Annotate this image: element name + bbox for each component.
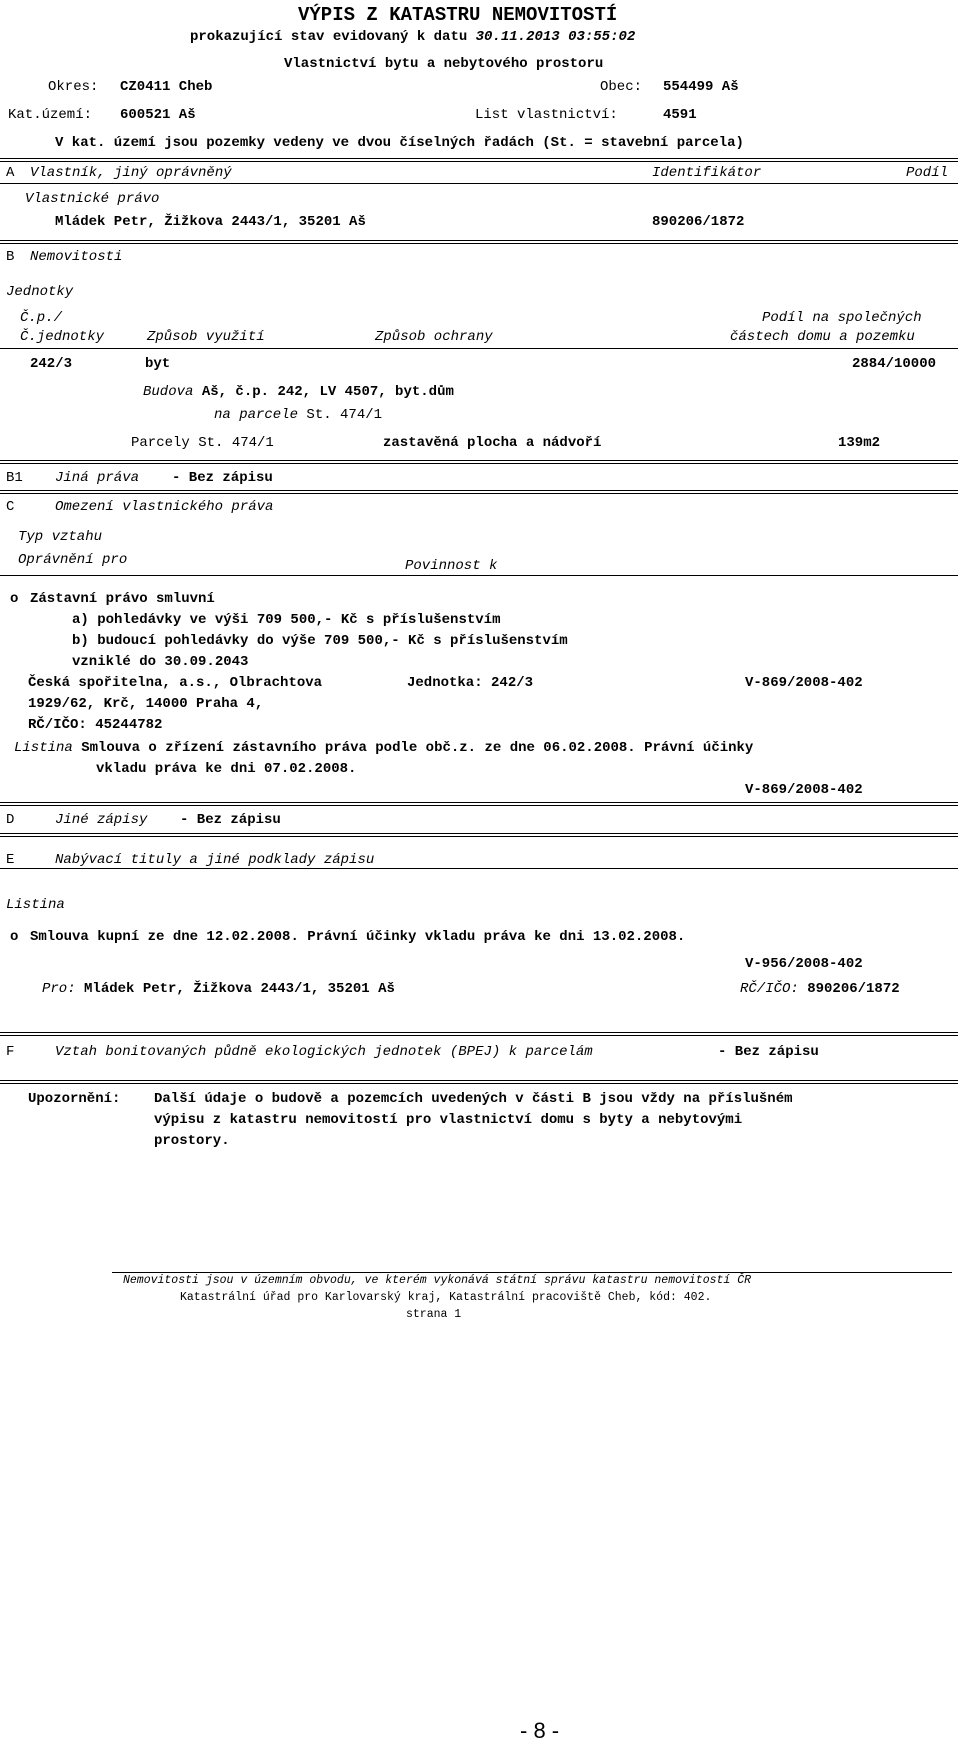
pro-row xyxy=(42,982,395,996)
na-parcele-value: St. 474/1 xyxy=(306,407,383,423)
notice-label: Upozornění: xyxy=(28,1091,121,1107)
typ-vztahu-label: Typ vztahu xyxy=(18,529,103,545)
jednotky-label: Jednotky xyxy=(6,284,74,300)
col-identifikator: Identifikátor xyxy=(652,165,762,181)
lien-jednotka: Jednotka: 242/3 xyxy=(407,675,534,691)
owner-name: Mládek Petr, Žižkova 2443/1, 35201 Aš xyxy=(55,214,366,230)
listina-ref: V-869/2008-402 xyxy=(745,782,863,798)
col-podil-2: částech domu a pozemku xyxy=(730,329,915,345)
lv-label: List vlastnictví: xyxy=(475,107,618,123)
document-title: VÝPIS Z KATASTRU NEMOVITOSTÍ xyxy=(298,4,618,26)
listina-row xyxy=(14,741,753,755)
section-e-letter: E xyxy=(6,852,15,868)
col-podil: Podíl xyxy=(906,165,949,181)
divider xyxy=(0,802,958,806)
divider xyxy=(0,833,958,837)
lien-title: Zástavní právo smluvní xyxy=(30,591,215,607)
purchase-ref: V-956/2008-402 xyxy=(745,956,863,972)
col-zpusob-ochrany: Způsob ochrany xyxy=(375,329,493,345)
okres-value: CZ0411 Cheb xyxy=(120,79,213,95)
parcely-value: St. 474/1 xyxy=(198,435,274,451)
parcel-area: 139m2 xyxy=(838,435,881,451)
section-f-letter: F xyxy=(6,1044,15,1060)
col-podil-1: Podíl na společných xyxy=(762,310,922,326)
lien-item-b: b) budoucí pohledávky do výše 709 500,- Kč s příslušenstvím xyxy=(72,633,568,649)
notice-line-2: výpisu z katastru nemovitostí pro vlastnictví domu s byty a nebytovými xyxy=(154,1112,743,1128)
section-e-listina-label: Listina xyxy=(6,897,65,913)
footer-line-2: Katastrální úřad pro Karlovarský kraj, Katastrální pracoviště Cheb, kód: 402. xyxy=(180,1291,712,1304)
section-b1-letter: B1 xyxy=(6,470,23,486)
katuzemi-label: Kat.území: xyxy=(8,107,93,123)
section-c-heading: Omezení vlastnického práva xyxy=(55,499,274,515)
budova-value: Aš, č.p. 242, LV 4507, byt.dům xyxy=(201,384,454,400)
section-b1-value: - Bez zápisu xyxy=(172,470,273,486)
section-d-value: - Bez zápisu xyxy=(180,812,281,828)
col-zpusob-vyuziti: Způsob využití xyxy=(147,329,265,345)
section-a-subheading: Vlastnické právo xyxy=(25,191,160,207)
pro-value: Mládek Petr, Žižkova 2443/1, 35201 Aš xyxy=(84,981,395,997)
divider xyxy=(0,240,958,244)
divider xyxy=(0,158,958,162)
obec-value: 554499 Aš xyxy=(663,79,739,95)
owner-id: 890206/1872 xyxy=(652,214,745,230)
listina-text-cont: vkladu práva ke dni 07.02.2008. xyxy=(96,761,357,777)
section-b1-heading: Jiná práva xyxy=(55,470,140,486)
creditor-ico: RČ/IČO: 45244782 xyxy=(28,717,163,733)
section-a-letter: A xyxy=(6,165,15,181)
section-e-heading: Nabývací tituly a jiné podklady zápisu xyxy=(55,852,375,868)
purchase-contract: Smlouva kupní ze dne 12.02.2008. Právní účinky vkladu práva ke dni 13.02.2008. xyxy=(30,929,686,945)
divider xyxy=(0,868,958,869)
rc-row xyxy=(740,982,900,996)
unit-use: byt xyxy=(145,356,171,372)
footer-line-3: strana 1 xyxy=(406,1308,462,1321)
parcely-label: Parcely xyxy=(131,435,190,451)
subtitle xyxy=(190,30,635,44)
creditor-address: 1929/62, Krč, 14000 Praha 4, xyxy=(28,696,264,712)
lv-value: 4591 xyxy=(663,107,697,123)
parcel-series-note: V kat. území jsou pozemky vedeny ve dvou číselných řadách (St. = stavební parcela) xyxy=(55,135,744,151)
obec-label: Obec: xyxy=(600,79,643,95)
divider xyxy=(0,348,958,349)
budova-label: Budova xyxy=(143,384,194,400)
parcely-row xyxy=(131,436,274,450)
col-cjednotky: Č.jednotky xyxy=(20,329,105,345)
pro-label: Pro: xyxy=(42,981,76,997)
notice-line-3: prostory. xyxy=(154,1133,230,1149)
section-a-heading: Vlastník, jiný oprávněný xyxy=(30,165,232,181)
divider xyxy=(0,460,958,464)
okres-label: Okres: xyxy=(48,79,99,95)
lien-item-a: a) pohledávky ve výši 709 500,- Kč s příslušenstvím xyxy=(72,612,501,628)
opravneni-pro-label: Oprávnění pro xyxy=(18,552,128,568)
unit-number: 242/3 xyxy=(30,356,73,372)
footer-divider xyxy=(112,1272,952,1273)
lien-ref: V-869/2008-402 xyxy=(745,675,863,691)
divider xyxy=(0,490,958,494)
bullet-icon: o xyxy=(10,591,19,607)
rc-label: RČ/IČO: xyxy=(740,981,799,997)
page-number: - 8 - xyxy=(520,1718,560,1743)
na-parcele-label: na parcele xyxy=(214,407,299,423)
divider xyxy=(0,183,958,184)
budova-row xyxy=(143,385,454,399)
section-f-value: - Bez zápisu xyxy=(718,1044,819,1060)
section-f-heading: Vztah bonitovaných půdně ekologických jednotek (BPEJ) k parcelám xyxy=(55,1044,593,1060)
subtitle-date: 30.11.2013 03:55:02 xyxy=(475,29,636,45)
povinnost-k-label: Povinnost k xyxy=(405,558,498,574)
notice-line-1: Další údaje o budově a pozemcích uvedených v části B jsou vždy na příslušném xyxy=(154,1091,793,1107)
section-b-letter: B xyxy=(6,249,15,265)
unit-share: 2884/10000 xyxy=(852,356,937,372)
col-cp: Č.p./ xyxy=(20,310,63,326)
creditor: Česká spořitelna, a.s., Olbrachtova xyxy=(28,675,323,691)
bullet-icon: o xyxy=(10,929,19,945)
section-b-heading: Nemovitosti xyxy=(30,249,123,265)
na-parcele-row xyxy=(214,408,382,422)
footer-line-1: Nemovitosti jsou v územním obvodu, ve kterém vykonává státní správu katastru nemovitostí ČR xyxy=(123,1274,752,1287)
listina-text: Smlouva o zřízení zástavního práva podle obč.z. ze dne 06.02.2008. Právní účinky xyxy=(81,740,754,756)
section-d-heading: Jiné zápisy xyxy=(55,812,148,828)
katuzemi-value: 600521 Aš xyxy=(120,107,196,123)
subtitle-prefix: prokazující stav evidovaný k datu xyxy=(190,29,468,45)
divider xyxy=(0,575,958,576)
rc-value: 890206/1872 xyxy=(807,981,900,997)
listina-label: Listina xyxy=(14,740,73,756)
parcel-type: zastavěná plocha a nádvoří xyxy=(383,435,602,451)
lien-item-b-cont: vzniklé do 30.09.2043 xyxy=(72,654,249,670)
section-c-letter: C xyxy=(6,499,15,515)
divider xyxy=(0,1080,958,1084)
divider xyxy=(0,1032,958,1036)
section-d-letter: D xyxy=(6,812,15,828)
ownership-type: Vlastnictví bytu a nebytového prostoru xyxy=(284,56,604,72)
